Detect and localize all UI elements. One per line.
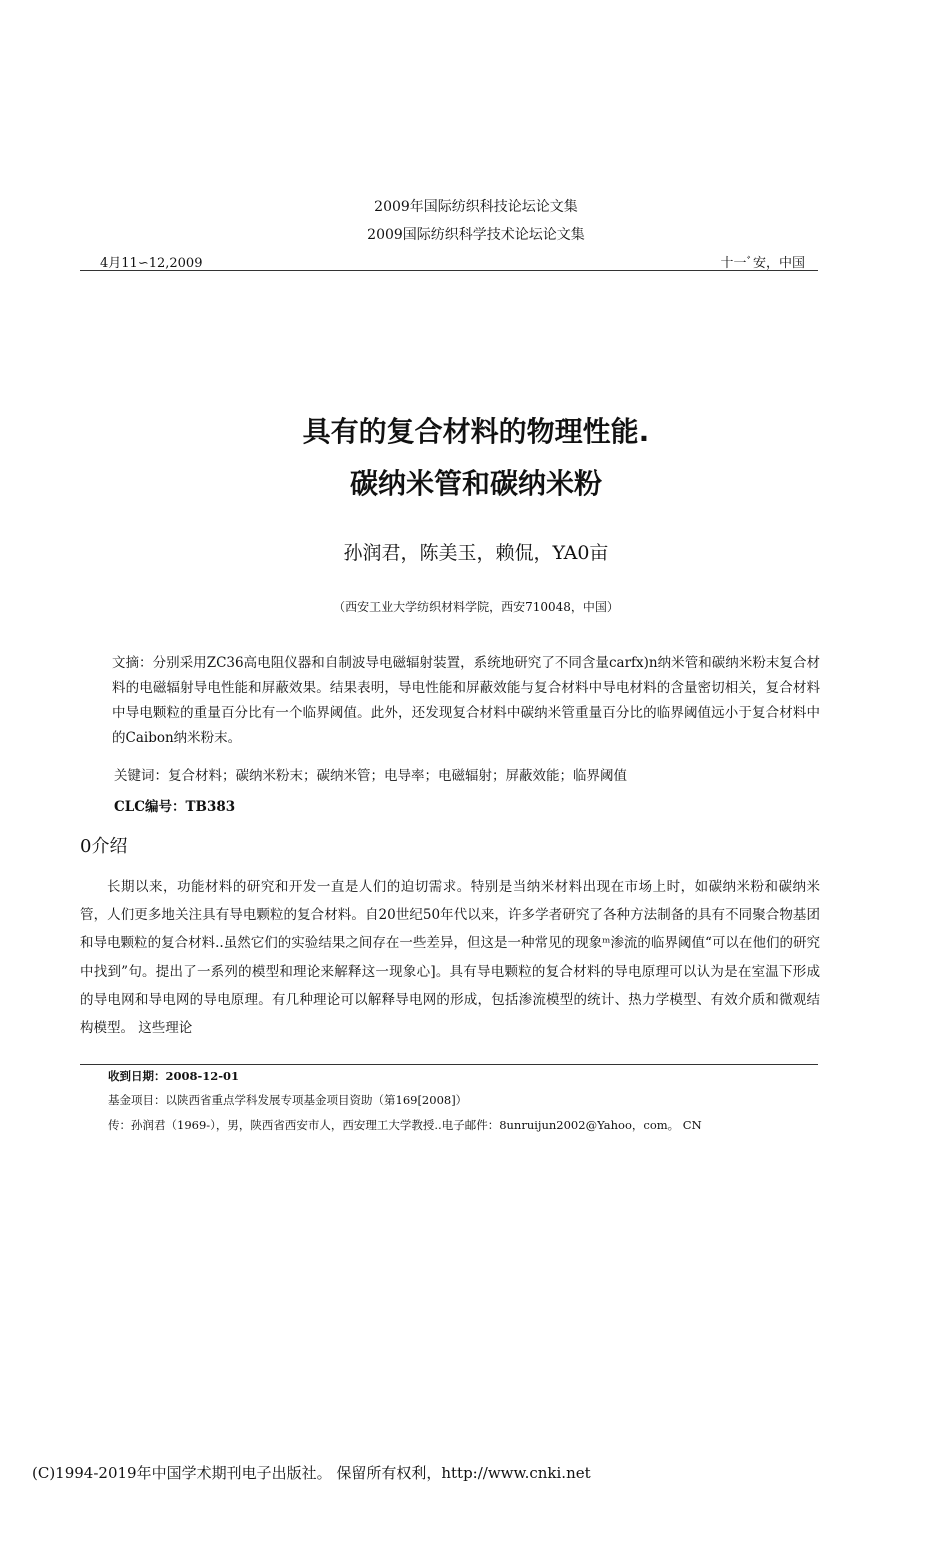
introduction-paragraph: 长期以来，功能材料的研究和开发一直是人们的迫切需求。特别是当纳米材料出现在市场上时，如碳纳米粉和碳纳米管，人们更多地关注具有导电颗粒的复合材料。自20世纪50年代以来，许多学者研究了各种方法制备的具有不同聚合物基团和导电颗粒的复合材料..虽然它们的实验结果之间存在一些差异，但这是一种常见的现象ᵐ渗流的临界阈值“可以在他们的研究中找到”句。提出了一系列的模型和理论来解释这一现象心]。具有导电颗粒的复合材料的导电原理可以认为是在室温下形成的导电网和导电网的导电原理。有几种理论可以解释导电网的形成，包括渗流模型的统计、热力学模型、有效介质和微观结构模型。 这些理论 (80, 879, 820, 1037)
footnote-author-bio: 传：孙润君（1969-），男，陕西省西安市人，西安理工大学教授..电子邮件：8unruijun2002@Yahoo，com。 CN (108, 1118, 702, 1132)
section-heading-introduction: 0介绍 (80, 836, 128, 857)
keywords: 关键词：复合材料；碳纳米粉末；碳纳米管；电导率；电磁辐射；屏蔽效能；临界阈值 (114, 768, 627, 784)
header-location: 十一ﾞ安，中国 (720, 256, 805, 271)
clc-number: CLC编号：TB383 (114, 799, 236, 815)
footnote-received-date: 收到日期：2008-12-01 (108, 1069, 240, 1083)
header-divider (80, 270, 818, 271)
conference-title-alt: 2009国际纺织科学技术论坛论文集 (367, 227, 585, 243)
affiliation: （西安工业大学纺织材料学院，西安710048，中国） (333, 600, 619, 614)
footnote-fund: 基金项目：以陕西省重点学科发展专项基金项目资助（第169[2008]） (108, 1093, 468, 1107)
footnote-divider (80, 1064, 818, 1065)
authors: 孙润君，陈美玉，赖侃，YA0亩 (343, 542, 609, 564)
header-date: 4月11∽12,2009 (100, 256, 203, 271)
abstract: 文摘：分别采用ZC36高电阻仪器和自制波导电磁辐射装置，系统地研究了不同含量carfx)n纳米管和碳纳米粉末复合材料的电磁辐射导电性能和屏蔽效果。结果表明，导电性能和屏蔽效能与复合材料中导电材料的含量密切相关，复合材料中导电颗粒的重量百分比有一个临界阈值。此外，还发现复合材料中碳纳米管重量百分比的临界阈值远小于复合材料中的Caibon纳米粉末。 (112, 655, 820, 746)
copyright-notice: (C)1994-2019年中国学术期刊电子出版社。 保留所有权利，http://www.cnki.net (32, 1464, 591, 1482)
paper-title-line1: 具有的复合材料的物理性能. (302, 415, 650, 448)
conference-title: 2009年国际纺织科技论坛论文集 (374, 199, 578, 215)
paper-title-line2: 碳纳米管和碳纳米粉 (349, 467, 602, 500)
